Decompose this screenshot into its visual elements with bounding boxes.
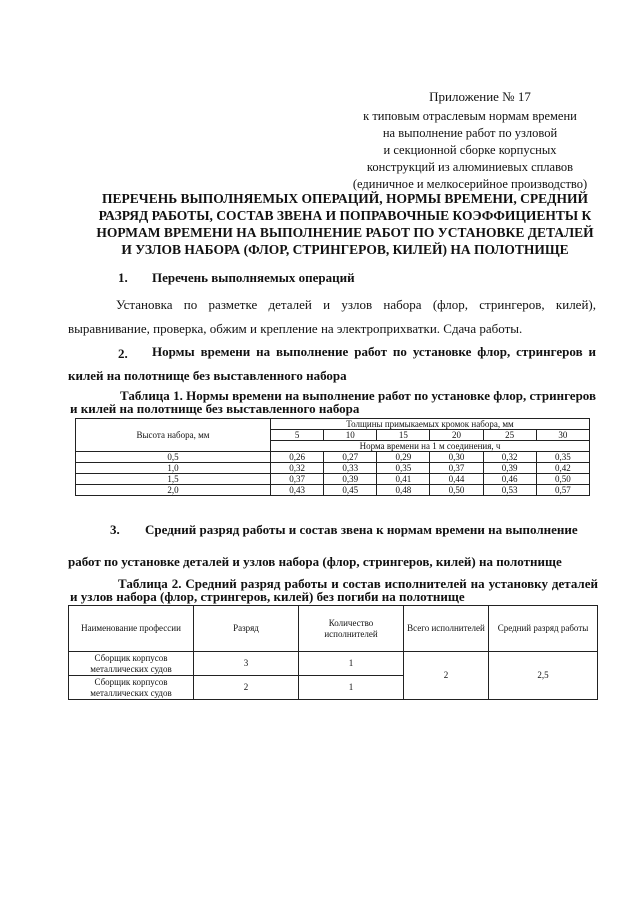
table-row (69, 652, 598, 676)
norm-cell: 0,50 (430, 485, 483, 496)
norm-cell: 0,46 (483, 474, 536, 485)
height-cell: 1,0 (76, 463, 271, 474)
table-caption: Таблица 2. Средний разряд работы и состав исполнителей на установку деталей и узлов набора (флор, стрингеров, килей) без погиби на полотнище (70, 576, 598, 604)
norm-cell: 0,42 (536, 463, 589, 474)
total-workers: 2 (404, 652, 489, 700)
section-title: Перечень выполняемых операций (152, 270, 355, 285)
norm-cell: 0,37 (271, 474, 324, 485)
thickness-header: 5 (271, 430, 324, 441)
thickness-header: 30 (536, 430, 589, 441)
thickness-header: 20 (430, 430, 483, 441)
column-header: Наименование профессии (69, 606, 194, 652)
section-title-continued: работ по установке деталей и узлов набора (флор, стрингеров, килей) на полотнище (68, 554, 562, 569)
column-header: Толщины примыкаемых кромок набора, мм (271, 419, 590, 430)
section-text: Установка по разметке деталей и узлов набора (флор, стрингеров, килей), выравнивание, проверка, обжим и крепление на электроприхватки. Сдача работы. (68, 297, 596, 336)
section-title: Нормы времени на выполнение работ по установке флор, стрингеров и килей на полотнище без выставленного набора (68, 344, 596, 383)
height-cell: 2,0 (76, 485, 271, 496)
column-header: Количество исполнителей (299, 606, 404, 652)
table-caption: Таблица 1. Нормы времени на выполнение работ по установке флор, стрингеров и килей на полотнище без выставленного набора (70, 388, 596, 416)
norms-table (75, 418, 590, 496)
table-row (76, 485, 590, 496)
thickness-header: 15 (377, 430, 430, 441)
norm-cell: 0,27 (324, 452, 377, 463)
norm-cell: 0,39 (483, 463, 536, 474)
thickness-header: 25 (483, 430, 536, 441)
average-grade: 2,5 (489, 652, 598, 700)
profession: Сборщик корпусов металлических судов (69, 652, 194, 676)
profession: Сборщик корпусов металлических судов (69, 676, 194, 700)
count: 1 (299, 676, 404, 700)
appendix-number: Приложение № 17 (429, 89, 531, 104)
norm-cell: 0,48 (377, 485, 430, 496)
appendix-subtitle (330, 108, 610, 193)
column-header: Высота набора, мм (76, 419, 271, 452)
table-row (76, 452, 590, 463)
norm-cell: 0,53 (483, 485, 536, 496)
norm-cell: 0,41 (377, 474, 430, 485)
header-line: к типовым отраслевым нормам времени (363, 109, 577, 123)
section-number: 3. (110, 522, 120, 537)
norm-cell: 0,35 (536, 452, 589, 463)
header-line: (единичное и мелкосерийное производство) (352, 177, 588, 191)
norm-cell: 0,32 (271, 463, 324, 474)
header-line: и секционной сборке корпусных (383, 143, 557, 157)
column-header: Средний разряд работы (489, 606, 598, 652)
table-row (76, 463, 590, 474)
norm-cell: 0,37 (430, 463, 483, 474)
grade: 2 (194, 676, 299, 700)
norm-cell: 0,43 (271, 485, 324, 496)
header-line: на выполнение работ по узловой (382, 126, 558, 140)
norm-cell: 0,39 (324, 474, 377, 485)
norm-cell: 0,32 (483, 452, 536, 463)
grade: 3 (194, 652, 299, 676)
norm-cell: 0,29 (377, 452, 430, 463)
norm-cell: 0,33 (324, 463, 377, 474)
document-title: ПЕРЕЧЕНЬ ВЫПОЛНЯЕМЫХ ОПЕРАЦИЙ, НОРМЫ ВРЕМЕНИ, СРЕДНИЙ РАЗРЯД РАБОТЫ, СОСТАВ ЗВЕНА И ПОПРАВОЧНЫЕ КОЭФФИЦИЕНТЫ К НОРМАМ ВРЕМЕНИ НА ВЫПОЛНЕНИЕ РАБОТ ПО УСТАНОВКЕ ДЕТАЛЕЙ И УЗЛОВ НАБОРА (ФЛОР, СТРИНГЕРОВ, КИЛЕЙ) НА ПОЛОТНИЩЕ (96, 191, 594, 257)
section-number: 2. (118, 346, 128, 361)
norm-cell: 0,35 (377, 463, 430, 474)
column-header: Всего исполнителей (404, 606, 489, 652)
section-title: Средний разряд работы и состав звена к нормам времени на выполнение (145, 522, 578, 537)
count: 1 (299, 652, 404, 676)
height-cell: 0,5 (76, 452, 271, 463)
section-number: 1. (118, 270, 128, 285)
column-header: Разряд (194, 606, 299, 652)
thickness-header: 10 (324, 430, 377, 441)
norm-cell: 0,44 (430, 474, 483, 485)
header-line: конструкций из алюминиевых сплавов (366, 160, 574, 174)
norm-cell: 0,50 (536, 474, 589, 485)
norm-cell: 0,26 (271, 452, 324, 463)
norm-cell: 0,57 (536, 485, 589, 496)
height-cell: 1,5 (76, 474, 271, 485)
table-row (76, 474, 590, 485)
norm-cell: 0,30 (430, 452, 483, 463)
norm-cell: 0,45 (324, 485, 377, 496)
crew-table (68, 605, 598, 700)
column-header: Норма времени на 1 м соединения, ч (271, 441, 590, 452)
